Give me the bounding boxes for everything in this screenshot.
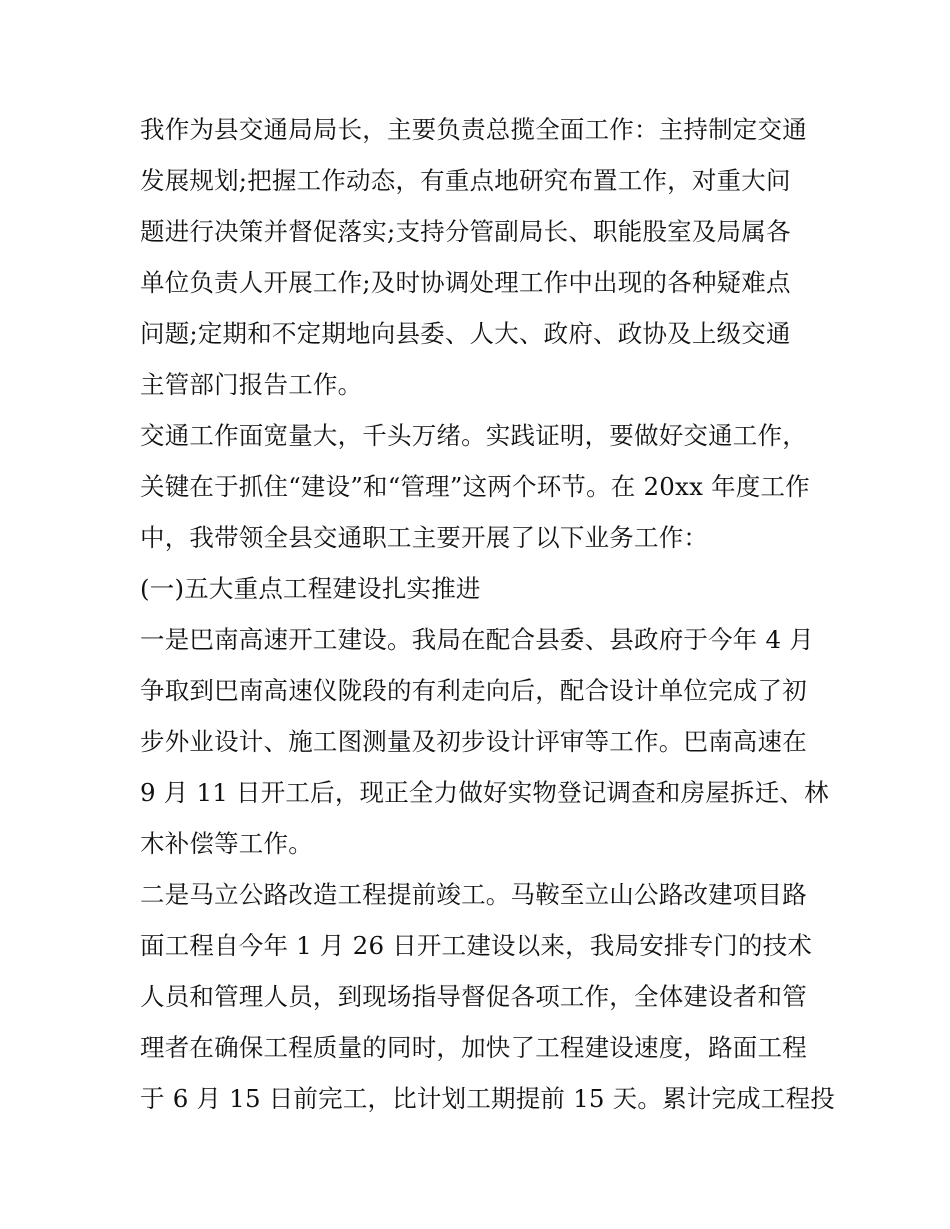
text-line-4: 单位负责人开展工作;及时协调处理工作中出现的各种疑难点 bbox=[140, 268, 791, 297]
text-line-20: 于 6 月 15 日前完工，比计划工期提前 15 天。累计完成工程投 bbox=[140, 1084, 835, 1113]
section-heading: (一)五大重点工程建设扎实推进 bbox=[140, 574, 481, 603]
text-line-6: 主管部门报告工作。 bbox=[140, 370, 363, 399]
text-line-3: 题进行决策并督促落实;支持分管副局长、职能股室及局属各 bbox=[140, 217, 791, 246]
text-line-9: 中，我带领全县交通职工主要开展了以下业务工作： bbox=[140, 523, 709, 552]
text-line-13: 步外业设计、施工图测量及初步设计评审等工作。巴南高速在 bbox=[140, 727, 807, 756]
document-body bbox=[140, 104, 835, 1124]
text-line-14: 9 月 11 日开工后，现正全力做好实物登记调查和房屋拆迁、林 bbox=[140, 778, 829, 807]
text-line-15: 木补偿等工作。 bbox=[140, 829, 313, 858]
text-line-12: 争取到巴南高速仪陇段的有利走向后，配合设计单位完成了初 bbox=[140, 676, 807, 705]
text-line-2: 发展规划;把握工作动态，有重点地研究布置工作，对重大问 bbox=[140, 166, 791, 195]
text-line-17: 面工程自今年 1 月 26 日开工建设以来，我局安排专门的技术 bbox=[140, 931, 813, 960]
text-line-16: 二是马立公路改造工程提前竣工。马鞍至立山公路改建项目路 bbox=[140, 880, 807, 909]
text-line-19: 理者在确保工程质量的同时，加快了工程建设速度，路面工程 bbox=[140, 1033, 807, 1062]
text-line-7: 交通工作面宽量大，千头万绪。实践证明，要做好交通工作， bbox=[140, 421, 807, 450]
text-line-1: 我作为县交通局局长，主要负责总揽全面工作：主持制定交通 bbox=[140, 115, 807, 144]
text-line-5: 问题;定期和不定期地向县委、人大、政府、政协及上级交通 bbox=[140, 319, 791, 348]
text-line-8: 关键在于抓住“建设”和“管理”这两个环节。在 20xx 年度工作 bbox=[140, 472, 810, 501]
text-line-18: 人员和管理人员，到现场指导督促各项工作，全体建设者和管 bbox=[140, 982, 807, 1011]
text-line-11: 一是巴南高速开工建设。我局在配合县委、县政府于今年 4 月 bbox=[140, 625, 814, 654]
